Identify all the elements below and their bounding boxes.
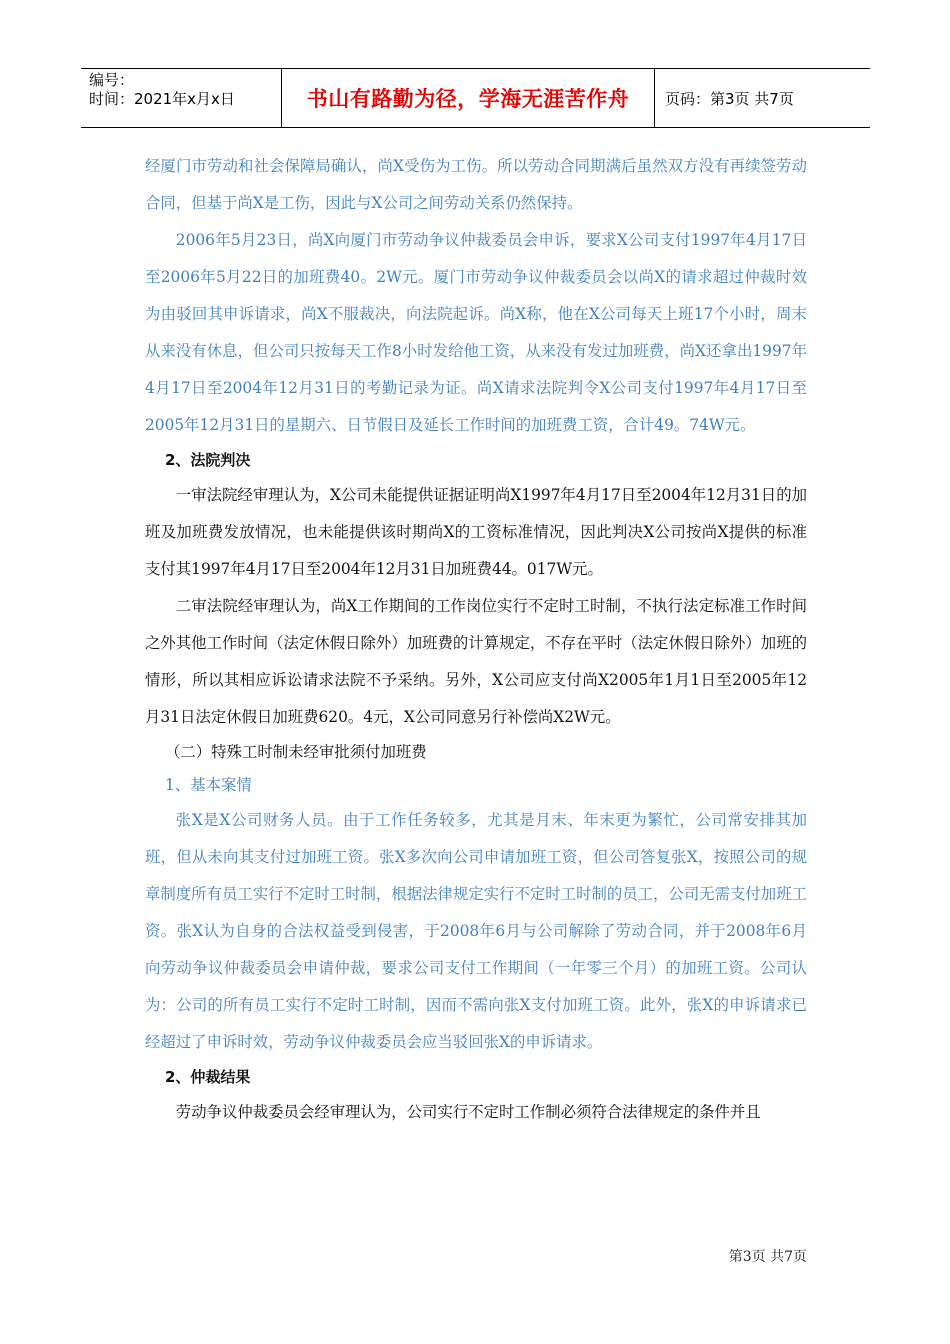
section-heading-basic-case: 1、基本案情 [165, 776, 252, 794]
paragraph-1: 经厦门市劳动和社会保障局确认，尚X受伤为工伤。所以劳动合同期满后虽然双方没有再续签劳动合同，但基于尚X是工伤，因此与X公司之间劳动关系仍然保持。 [145, 157, 807, 212]
paragraph-5: 张X是X公司财务人员。由于工作任务较多，尤其是月末、年末更为繁忙，公司常安排其加班，但从未向其支付过加班工资。张X多次向公司申请加班工资，但公司答复张X，按照公司的规章制度所有员工实行不定时工时制，根据法律规定实行不定时工时制的员工，公司无需支付加班工资。张X认为自身的合法权益受到侵害，于2008年6月与公司解除了劳动合同，并于2008年6月向劳动争议仲裁委员会申请仲裁，要求公司支付工作期间（一年零三个月）的加班工资。公司认为：公司的所有员工实行不定时工时制，因而不需向张X支付加班工资。此外，张X的申诉请求已经超过了申诉时效，劳动争议仲裁委员会应当驳回张X的申诉请求。 [145, 811, 807, 1051]
section-heading-arbitration-result: 2、仲裁结果 [165, 1068, 251, 1086]
paragraph-2: 2006年5月23日，尚X向厦门市劳动争议仲裁委员会申诉，要求X公司支付1997年4月17日至2006年5月22日的加班费40。2W元。厦门市劳动争议仲裁委员会以尚X的请求超过仲裁时效为由驳回其申诉请求，尚X不服裁决，向法院起诉。尚X称，他在X公司每天上班17个小时，周末从来没有休息，但公司只按每天工作8小时发给他工资，从来没有发过加班费，尚X还拿出1997年4月17日至2004年12月31日的考勤记录为证。尚X请求法院判令X公司支付1997年4月17日至2005年12月31日的星期六、日节假日及延长工作时间的加班费工资，合计49。74W元。 [145, 231, 807, 434]
section-heading-special-hours: （二）特殊工时制未经审批须付加班费 [165, 743, 427, 761]
document-body [145, 148, 807, 1131]
paragraph-3: 一审法院经审理认为，X公司未能提供证据证明尚X1997年4月17日至2004年12月31日的加班及加班费发放情况，也未能提供该时期尚X的工资标准情况，因此判决X公司按尚X提供的标准支付其1997年4月17日至2004年12月31日加班费44。017W元。 [145, 486, 807, 578]
header-motto: 书山有路勤为径，学海无涯苦作舟 [282, 69, 655, 127]
document-time-label: 时间：2021年x月x日 [89, 90, 235, 108]
section-heading-court-judgment: 2、法院判决 [165, 451, 251, 469]
page-header [81, 68, 870, 128]
paragraph-4: 二审法院经审理认为，尚X工作期间的工作岗位实行不定时工时制，不执行法定标准工作时间之外其他工作时间（法定休假日除外）加班费的计算规定，不存在平时（法定休假日除外）加班的情形，所以其相应诉讼请求法院不予采纳。另外，X公司应支付尚X2005年1月1日至2005年12月31日法定休假日加班费620。4元，X公司同意另行补偿尚X2W元。 [145, 597, 807, 726]
header-info-cell [81, 69, 282, 127]
header-page-info: 页码：第3页 共7页 [665, 89, 794, 108]
page-footer: 第3页 共7页 [728, 1249, 807, 1265]
paragraph-6: 劳动争议仲裁委员会经审理认为，公司实行不定时工作制必须符合法律规定的条件并且 [175, 1103, 761, 1121]
document-number-label: 编号： [89, 71, 135, 89]
